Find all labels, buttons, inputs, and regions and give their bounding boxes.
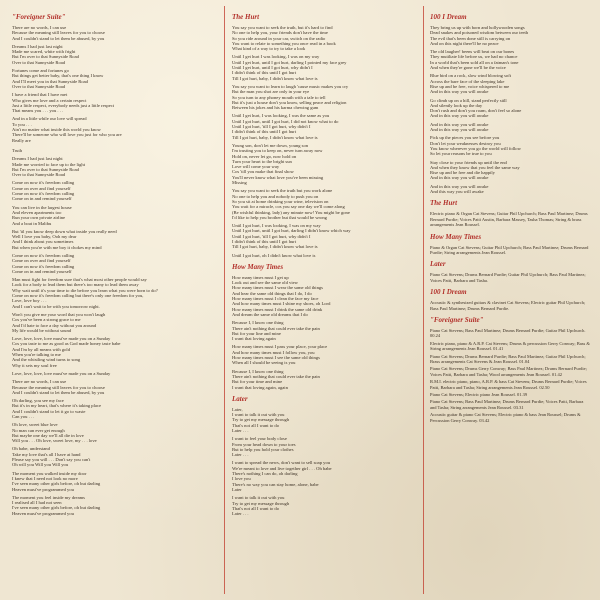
lyric-line: Missing xyxy=(232,180,247,186)
lyric-line: But it's just a house don't you know, selling peace and religion xyxy=(232,99,347,105)
lyric-line: Try to get my message through xyxy=(232,500,290,506)
lyric-line: Come on in and remind yourself xyxy=(12,196,72,202)
lyric-stanza xyxy=(12,422,208,443)
credit-line: Piano Cat Stevens; Bass Paul Martinez; Drums Bernard Purdie; Guitar Phil Upchurch. 00.24 xyxy=(430,327,586,339)
lyric-line: Look out and see the same old view xyxy=(232,280,298,286)
lyric-stanza xyxy=(232,54,406,80)
lyric-line: Come on now it's freedom calling xyxy=(12,252,75,258)
lyric-line: Heaven must've programmed you xyxy=(12,486,74,492)
lyric-line: Oh darling, you see my face xyxy=(12,398,64,404)
lyric-line: Run your own private airline xyxy=(12,215,66,221)
song-title: 100 I Dream xyxy=(430,288,467,297)
lyric-line: Can you . . . xyxy=(12,414,35,419)
lyric-stanza xyxy=(12,148,208,153)
lyric-line: Until I got hurt, 'till I got hurt, why didn't I xyxy=(232,124,311,130)
lyric-stanza xyxy=(12,44,208,65)
lyric-line: The old laugher! beens will beat on our bones xyxy=(430,49,515,55)
lyric-line: And on this night there'll be no peace xyxy=(430,40,499,46)
lyric-stanza xyxy=(12,471,208,492)
lyric-line: Why wait until it's your time to die before you learn what you were born to do? xyxy=(12,287,158,293)
lyric-line: And when they know that you feel the same way xyxy=(430,164,520,170)
lyric-line: Till I got hurt, baby, I didn't know what love is xyxy=(232,134,318,140)
lyric-line: Until I get hurt, I was looking, I was the same as you xyxy=(232,113,330,119)
lyric-line: Until I get hurt I was looking, I was on my way xyxy=(232,54,320,60)
lyric-line: Across the bare face of the sleeping lake xyxy=(430,78,505,84)
lyric-line: Later . . . xyxy=(232,452,249,458)
song-title: Later xyxy=(430,260,446,269)
lyric-line: Dead snakes and poisoned wisdom between our teeth xyxy=(430,30,529,36)
lyric-line: Ain't no matter what inside this world you know xyxy=(12,127,101,133)
lyric-line: (Be wishful thinking, lady) any minute now! You might be gone xyxy=(232,209,350,215)
lyric-line: Don't let your weaknesses destroy you xyxy=(430,140,501,146)
lyric-line: And in this way you will awake xyxy=(430,127,489,133)
credits-block xyxy=(430,328,590,423)
lyric-line: From your head down to your toes xyxy=(232,441,296,447)
lyric-line: You know wherever you go the world will follow xyxy=(430,145,521,151)
credit-line: Piano Cat Stevens; Drums Gerry Conway; Bass Paul Martinez; Drums Bernard Purdie; Voices Patti, Barbara and Tasha; Wood arrangements Jean Roussel. 01.42 xyxy=(430,366,587,377)
lyric-stanza xyxy=(232,223,406,249)
lyric-line: That's not all I want to do xyxy=(232,422,280,428)
lyric-line: Because I, I know one thing xyxy=(232,320,284,326)
lyric-stanza xyxy=(430,122,590,133)
lyric-line: Because I, I know one thing xyxy=(232,368,284,374)
lyric-line: Cos you've been a strong grace to me xyxy=(12,317,81,323)
lyric-stanza xyxy=(12,371,208,376)
song-section xyxy=(430,288,590,311)
lyric-line: There ain't nothing that could ever take the pain xyxy=(232,373,320,379)
lyric-line: We're meant to love and live together girl . . . Oh babe xyxy=(232,465,332,471)
lyric-line: But things get better baby, that's one thing I know xyxy=(12,73,104,79)
lyric-line: Over to that Sunnyside Road xyxy=(12,83,66,89)
lyric-line: I love you xyxy=(232,476,251,482)
lyric-line: No one to help you and nobody to push you on xyxy=(232,193,319,199)
song-title: How Many Times xyxy=(232,262,284,271)
lyric-line: Come on in and remind yourself xyxy=(12,268,72,274)
lyric-line: And I think about you sometimes xyxy=(12,239,74,245)
lyric-stanza xyxy=(12,229,208,250)
lyric-line: I want to feel your body close xyxy=(232,436,287,442)
lyric-line: There'll be someone who will love you just for who you are xyxy=(12,132,122,138)
lyric-line: Come on over and find yourself xyxy=(12,258,71,264)
lyric-line: There ain't nothing that could ever take the pain xyxy=(232,325,320,331)
lyric-line: And a boat in Malibu xyxy=(12,220,52,226)
lyric-line: I want to talk it out with you xyxy=(232,412,285,418)
lyric-line: Please say you will . . . Don't say you can't xyxy=(12,457,91,463)
lyric-stanza xyxy=(430,49,590,70)
lyric-line: That means you . . . you . . . xyxy=(12,108,64,114)
lyric-line: Because the meaning still leaves for you to choose xyxy=(12,30,105,36)
lyric-stanza xyxy=(12,68,208,89)
lyric-line: Until I got hurt, until I got hurt, I did not know what to do xyxy=(232,118,339,124)
lyric-line: I want that loving again xyxy=(232,336,276,342)
lyric-line: Cos you taste to me as good as God made honey taste babe xyxy=(12,341,121,347)
lyric-line: Rise up and be free and die happily xyxy=(430,170,495,176)
lyric-line: You say you want to learn to laugh 'cause music makes you cry xyxy=(232,83,349,89)
lyric-line: Over to that Sunnyside Road xyxy=(12,59,66,65)
song-title: "Foreigner Suite" xyxy=(12,13,66,21)
lyrics-column-1 xyxy=(12,8,208,596)
lyric-stanza xyxy=(12,379,208,395)
lyric-line: And eleven apartments too xyxy=(12,209,62,215)
lyric-line: I knew that I need not look no more xyxy=(12,475,78,481)
lyric-stanza xyxy=(232,369,406,390)
credit-line: Piano Cat Stevens; Bass Paul Martinez; Drums Bernard Purdie; Voices Patti, Barbara and Tasha; String arrangements Jean Roussel. 03.31 xyxy=(430,399,584,410)
lyric-line: Rise up and be free, voice whispered to me xyxy=(430,83,510,89)
lyric-line: Look for a body to lead them but there's too many to lead them away xyxy=(12,282,139,288)
lyric-line: No one to help you, your friends don't have the time xyxy=(232,30,328,36)
lyric-line: Fortunes come and fortunes go xyxy=(12,68,69,74)
song-title: Later xyxy=(232,394,248,403)
credits-block xyxy=(430,272,590,283)
lyric-line: Come on now it's freedom calling xyxy=(12,263,75,269)
song-section xyxy=(232,395,406,517)
lyric-line: Come on now it's freedom calling but there's only one freedom for you, xyxy=(12,293,144,299)
lyric-stanza xyxy=(12,277,208,309)
song-section xyxy=(430,316,590,423)
lyric-line: So you ride around in your car, switch on the radio xyxy=(232,35,326,41)
lyric-stanza xyxy=(12,156,208,177)
lyric-stanza xyxy=(12,398,208,419)
lyric-stanza xyxy=(232,188,406,220)
lyric-line: How many times must I clean the face my face xyxy=(232,296,319,302)
credits-block xyxy=(430,211,590,227)
lyric-line: Just a little respect, everybody needs just a little respect xyxy=(12,102,115,108)
lyric-line: To you . . . xyxy=(12,121,32,127)
lyric-stanza xyxy=(232,275,406,317)
lyric-line: Later xyxy=(232,486,242,492)
lyric-line: Love, love, love, love must've made you on a Sunday xyxy=(12,370,111,376)
lyric-stanza xyxy=(12,336,208,368)
lyric-line: Later . . . xyxy=(232,511,249,517)
lyric-line: And I'm by all means with gold xyxy=(12,346,70,352)
lyric-line: I didn't think of this until I got hurt xyxy=(232,129,297,135)
lyric-line: They mutiliate life before us, we had no chance xyxy=(430,54,518,60)
lyric-line: Between his jokes and his karma chewing gum xyxy=(232,105,319,111)
lyric-stanza xyxy=(430,135,590,156)
lyric-line: I want to talk it out with you xyxy=(232,495,285,501)
lyric-line: The moment you walked inside my door xyxy=(12,470,87,476)
song-section xyxy=(232,263,406,390)
credits-block xyxy=(430,300,590,311)
lyric-line: Until I got hurt, I was looking, I was on my way xyxy=(232,223,321,229)
lyric-line: Dreams I had just last night xyxy=(12,43,63,49)
lyric-line: I didn't think of this until I got hurt xyxy=(232,238,297,244)
lyric-line: Until I got hurt, 'till I got hurt, why didn't I xyxy=(232,233,311,239)
lyric-line: That's not all I want to do xyxy=(232,505,280,511)
lyric-line: And I'd hate to face a day without you around xyxy=(12,322,97,328)
lyric-line: The evil that's been done still is carrying on xyxy=(430,35,511,41)
lyric-line: Go climb up on a hill, stand perfectly still xyxy=(430,97,507,103)
lyric-line: Love will come your way xyxy=(232,164,280,170)
lyric-line: But for your time and mine xyxy=(232,379,283,385)
lyric-line: But 'til you know deep down what inside you really need xyxy=(12,228,117,234)
lyric-stanza xyxy=(12,205,208,226)
lyric-line: Come on now it's freedom calling xyxy=(12,191,75,197)
song-title: The Hurt xyxy=(232,13,260,21)
lyric-line: And dream the same old dreams that I do xyxy=(232,311,308,317)
lyric-line: When you're talking to me xyxy=(12,352,61,358)
song-section xyxy=(232,13,406,258)
lyric-stanza xyxy=(12,25,208,41)
lyric-line: I realised all I had not seen xyxy=(12,500,62,506)
song-section xyxy=(430,260,590,283)
lyric-line: My life would be without sound xyxy=(12,327,72,333)
lyric-line: Till I got hurt, baby, I didn't know what love is xyxy=(232,244,318,250)
lyric-line: Until I get hurt, until I got hurt, darling I pointed my face grey xyxy=(232,59,347,65)
lyric-line: Pick up the pieces you see before you xyxy=(430,135,500,141)
lyric-stanza xyxy=(12,312,208,333)
lyric-line: How many times must I pass your place, your place xyxy=(232,344,328,350)
lyric-line: I have a friend that I have met xyxy=(12,92,68,98)
lyric-stanza xyxy=(12,495,208,516)
credit-line: Piano Cat Stevens; Electric piano Jean Roussel. 01.39 xyxy=(430,392,528,398)
lyric-line: Well I love you baby, Ooh my dear xyxy=(12,234,77,240)
lyric-line: And how many times must I follow you, you xyxy=(232,349,315,355)
lyric-line: Man must fight for freedom sure that's what most other people would say xyxy=(12,277,147,283)
song-title: How Many Times xyxy=(430,232,482,241)
lyric-line: Blue bird on a rock, slow wind blowing soft xyxy=(430,73,512,79)
credit-line: Acoustic guitar & piano Cat Stevens; Electric piano & bass Jean Roussel; Drums & Percussion Gerry Conway. 03.42 xyxy=(430,412,581,423)
lyric-line: And silently look up the day xyxy=(430,102,483,108)
lyric-line: And in a little while our love will spread xyxy=(12,116,87,122)
lyric-stanza xyxy=(232,407,406,433)
lyric-line: And I couldn't stand to let them be abused, by you xyxy=(12,35,105,41)
lyric-line: And in this way you will awake xyxy=(430,183,489,189)
lyric-stanza xyxy=(232,436,406,457)
lyrics-column-3 xyxy=(430,8,590,596)
lyric-line: Take my love that's all I have at hand xyxy=(12,451,81,457)
lyric-line: Come on over and find yourself xyxy=(12,185,71,191)
lyric-line: And in this way you will awake xyxy=(430,121,489,127)
lyric-line: Because the meaning still leaves for you to choose xyxy=(12,384,105,390)
credit-line: R.M.I. electric piano, piano, A.R.P. & bass Cat Stevens; Drums Bernard Purdie; Voices Patti, Barbara and Tasha; String arrangements Jean Roussel. 02.50 xyxy=(430,379,587,390)
lyric-stanza xyxy=(232,460,406,492)
lyric-line: But I'm over to that Sunnyside Road xyxy=(12,166,79,172)
lyric-line: In a world that's been sold all on a fatman's tone xyxy=(430,59,519,65)
lyric-line: So you turn to any phoney mouth with a tale to tell xyxy=(232,94,326,100)
lyric-line: You say you want to seek the truth, but it's hard to find xyxy=(232,25,333,30)
lyric-line: And I can't wait to be with you tomorrow night. xyxy=(12,303,100,309)
lyric-line: Really are xyxy=(12,137,31,143)
lyric-line: Won't you give me your word that you won't laugh xyxy=(12,311,106,317)
lyric-stanza xyxy=(232,25,406,51)
lyric-line: And the whistling wind turns to song xyxy=(12,357,81,363)
lyric-stanza xyxy=(12,92,208,113)
lyric-line: But for your line and mine xyxy=(232,330,281,336)
lyric-line: Until I got hurt, oh I didn't know what love is xyxy=(232,252,316,258)
lyric-line: So let your reasons be true to you xyxy=(430,151,492,157)
song-title: 100 I Dream xyxy=(430,13,467,21)
lyric-line: Until I get hurt, until I got hurt, why didn't I xyxy=(232,65,313,71)
lyric-line: Young son, don't let me down, young son xyxy=(232,142,309,148)
lyric-line: Over to that Sunnyside Road xyxy=(12,172,66,178)
lyric-line: Made me scared, white with fright xyxy=(12,49,76,55)
lyric-line: Oh will you Will you Will you xyxy=(12,462,69,468)
lyric-line: And I couldn't stand to let them be abused, by you xyxy=(12,389,105,395)
lyric-stanza xyxy=(232,495,406,516)
lyric-line: I want to spread the news, don't want to sell soap you xyxy=(232,460,331,466)
lyric-stanza xyxy=(430,73,590,94)
lyric-line: Truth xyxy=(12,147,23,153)
lyric-stanza xyxy=(232,143,406,185)
lyric-line: And hear the same old things that I do, I do xyxy=(232,290,312,296)
credits-block xyxy=(430,245,590,256)
lyric-line: Why it sets my soul free xyxy=(12,362,57,368)
lyric-line: And when they're gone we'll be the voice xyxy=(430,65,506,71)
lyric-line: Come on now it's freedom calling xyxy=(12,180,75,186)
lyric-stanza xyxy=(232,320,406,341)
lyric-line: And I'll meet you in that Sunnyside Road xyxy=(12,78,88,84)
lyric-line: Later, xyxy=(232,406,243,412)
lyric-line: I want that loving again, again xyxy=(232,384,288,390)
lyric-line: I didn't think of this until I got hurt xyxy=(232,70,297,76)
lyric-line: You say you want to seek the truth but you work alone xyxy=(232,188,333,194)
lyric-stanza xyxy=(12,116,208,142)
lyric-stanza xyxy=(430,160,590,181)
lyric-line: And I couldn't stand to let it go to waste xyxy=(12,408,86,414)
lyric-line: Made me worried to face up to the light xyxy=(12,161,85,167)
lyric-line: You'll never know what love you've been missing xyxy=(232,174,324,180)
lyric-stanza xyxy=(12,180,208,201)
column-divider xyxy=(423,6,424,594)
lyric-line: No man can ever get enough xyxy=(12,427,65,433)
lyric-line: When all I should be seeing is you xyxy=(232,360,296,366)
lyric-line: How many times must I drink the same old drink xyxy=(232,306,323,312)
lyric-line: How many times must I get up xyxy=(232,274,289,280)
lyric-line: The moment you feel inside my dreams xyxy=(12,494,85,500)
lyric-line: How many times must I wear the same old things xyxy=(232,285,323,291)
lyric-line: You wait for a miracle, cos you say one day we'll come along xyxy=(232,204,345,210)
lyric-line: And in this way you will awake xyxy=(430,89,489,95)
lyric-stanza xyxy=(12,253,208,274)
lyric-stanza xyxy=(430,98,590,119)
lyric-line: And this way you will awake xyxy=(430,189,484,195)
lyric-stanza xyxy=(430,184,590,195)
lyric-line: But when you're with me boy it chokes my mind xyxy=(12,244,102,250)
lyrics-column-2 xyxy=(232,8,406,596)
lyric-line: Love, love boy . . . xyxy=(12,298,47,304)
lyric-line: Cos 'till you make that final show xyxy=(232,169,294,175)
lyric-line: Turn your heart to the bright sun xyxy=(232,158,292,164)
lyric-stanza xyxy=(430,25,590,46)
song-section xyxy=(430,199,590,227)
lyric-line: Later . . . xyxy=(232,428,249,433)
lyric-line: So you sit at home drinking your wine, television on xyxy=(232,198,329,204)
song-section xyxy=(12,13,208,143)
lyric-line: I've seen many other girls before, oh but darling xyxy=(12,505,101,511)
lyric-line: Oh babe, understand xyxy=(12,446,50,452)
lyric-line: But the man you shot are only in your eye xyxy=(232,89,310,95)
lyric-line: You want to relate to something you once read in a book xyxy=(232,40,336,46)
credit-line: Acoustic & synthesized guitars & clavinet Cat Stevens; Electric guitar Phil Upchurch; Bass Paul Martinez; Drums Bernard Purdie. xyxy=(430,300,586,311)
lyric-stanza xyxy=(232,344,406,365)
lyric-line: There's no way you can stay home, alone, babe xyxy=(232,481,319,487)
lyric-stanza xyxy=(232,253,406,258)
credit-line: Electric piano, piano & A.R.P. Cat Stevens; Drums & percussion Gerry Conway; Bass & String arrangements Jean Roussel. 01.41 xyxy=(430,340,590,352)
lyric-line: How many times must I see the same old things xyxy=(232,355,320,361)
lyric-line: Heaven must've programmed you xyxy=(12,510,74,516)
lyric-line: But I'm over to that Sunnyside Road xyxy=(12,54,79,60)
lyric-line: I've seen many other girls before, oh but darling xyxy=(12,481,101,487)
lyric-line: Hold on, never let go, now hold on xyxy=(232,153,297,159)
credit-line: Piano Cat Stevens; Drums Bernard Purdie; Guitar Phil Upchurch; Bass Paul Martinez; Voices Patti, Barbara and Tasha. xyxy=(430,272,586,283)
lyric-line: Oh love, sweet blue love xyxy=(12,422,58,428)
lyric-line: But it's in my heart, that's where it's taking place xyxy=(12,403,101,409)
lyric-line: Stay close to your friends up until the end xyxy=(430,159,507,165)
lyric-line: And in this way you will awake xyxy=(430,175,489,181)
lyric-line: And in this way you will awake xyxy=(430,113,489,119)
credit-line: Electric piano & Organ Cat Stevens; Guitar Phil Upchurch; Bass Paul Martinez; Drums Bernard Purdie; Voices Patti Austin, Barbara Massey, Tasha Thomas; String & brass arrangements Jean Roussel. xyxy=(430,211,588,228)
song-title: "Foreigner Suite" xyxy=(430,315,484,324)
lyric-line: But to help you hold your clothes xyxy=(232,446,294,452)
lyric-line: Try to get my message through xyxy=(232,417,290,423)
lyric-line: There's nothing I can do, oh darling xyxy=(232,471,298,477)
lyric-line: Don't rush and don't you roam, don't feel so alone xyxy=(430,108,522,114)
song-section xyxy=(430,233,590,256)
lyric-line: You can live in the largest house xyxy=(12,204,72,210)
lyric-line: What kind of a way to try to take a look xyxy=(232,46,306,52)
lyric-line: I'm trusting you to keep on, never turn away now xyxy=(232,148,323,154)
lyric-line: Love, love, love, love must've made you on a Sunday xyxy=(12,336,111,342)
song-section xyxy=(12,148,208,516)
credit-line: Piano & Organ Cat Stevens; Guitar Phil Upchurch; Bass Paul Martinez; Drums Bernard Purdie; String arrangements Jean Roussel. xyxy=(430,244,589,255)
lyric-stanza xyxy=(12,446,208,467)
lyric-line: There are no words, I can use xyxy=(12,379,67,385)
lyric-line: Dreams I had just last night xyxy=(12,156,63,162)
song-title: The Hurt xyxy=(430,199,458,208)
lyric-line: But maybe one day we'll all die in love xyxy=(12,432,84,438)
lyric-stanza xyxy=(232,84,406,110)
song-section xyxy=(430,13,590,194)
lyric-line: Will you . . . Oh love, sweet love, my . . . love xyxy=(12,438,97,444)
credit-line: Piano Cat Stevens; Drums Bernard Purdie; Bass Paul Martinez; Guitar Phil Upchurch; Brass arrangements Cat Stevens & Jean Roussel. 01.04 xyxy=(430,353,586,364)
column-divider xyxy=(224,6,225,594)
lyric-line: There are no words, I can use xyxy=(12,25,67,30)
lyric-line: They bring us up with born and hollywooden songs xyxy=(430,25,525,30)
lyric-line: And how many times must I shine my shoes, oh Lord xyxy=(232,301,331,307)
lyric-stanza xyxy=(232,113,406,139)
lyric-line: Till I got hurt, baby, I didn't know what love is xyxy=(232,75,318,81)
lyric-line: Who gives me love and a certain respect xyxy=(12,97,87,103)
lyric-line: I'd like to help you brother but that would be wrong xyxy=(232,214,327,220)
lyric-line: Until I got hurt, until I got hurt, darling I didn't know which way xyxy=(232,228,351,234)
